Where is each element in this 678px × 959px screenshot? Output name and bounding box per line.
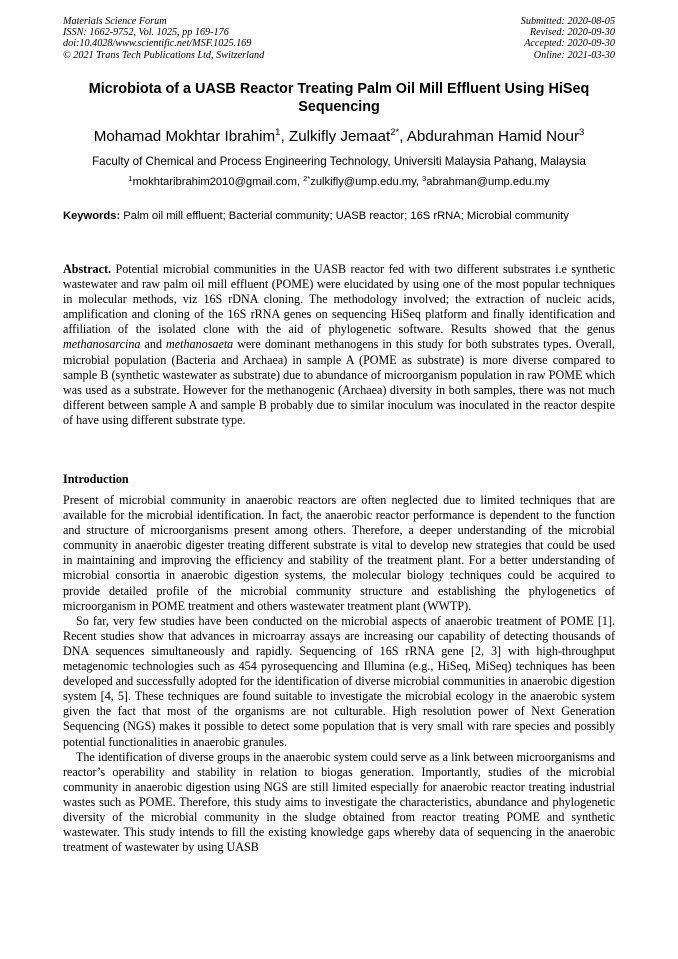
abstract bbox=[63, 262, 615, 428]
author-2-affil: 2* bbox=[390, 127, 400, 138]
date-revised: Revised: 2020-09-30 bbox=[529, 27, 615, 39]
paragraph: The identification of diverse groups in the anaerobic system could serve as a link between microorganisms and reactor’s operability and stability in relation to biogas generation. Importantly, studies of the microbial community in anaerobic digestion using NGS are still limited especially for anaerobic reactor treating industrial wastes such as POME. Therefore, this study aims to investigate the characteristics, abundance and phylogenetic diversity of the microbial community in the sludge obtained from reactor treating POME and synthetic wastewater. This study intends to fill the existing knowledge gaps whereby data of sequencing in the anaerobic treatment of wastewater by using UASB bbox=[63, 749, 615, 855]
journal-name: Materials Science Forum bbox=[63, 16, 167, 27]
author-list bbox=[40, 128, 638, 146]
genus-name: methanosaeta bbox=[166, 337, 234, 352]
journal-header-left bbox=[63, 16, 264, 61]
author-emails bbox=[40, 175, 638, 190]
email-3-marker: 3 bbox=[422, 174, 427, 183]
introduction-body bbox=[63, 493, 615, 855]
date-online: Online: 2021-03-30 bbox=[533, 49, 615, 61]
abstract-label: Abstract. bbox=[63, 262, 112, 276]
genus-name: methanosarcina bbox=[63, 337, 141, 352]
paragraph: So far, very few studies have been conducted on the microbial aspects of anaerobic treatment of POME [1]. Recent studies show that advances in microarray assays are increasing our capability of detecting thousands of DNA sequences simultaneously and rapidly. Sequencing of 16S rRNA gene [2, 3] with high-throughput metagenomic technologies such as 454 pyrosequencing and Illumina (e.g., HiSeq, MiSeq) techniques has been developed and successfully adopted for the identification of diverse microbial communities in anaerobic digestion system [4, 5]. These techniques are found suitable to investigate the microbial ecology in the anaerobic system given the fact that most of the organisms are not culturable. High resolution power of Next Generation Sequencing (NGS) makes it possible to detect some population that is very small with rare species and possibly potential functionalities in anaerobic granules. bbox=[63, 613, 615, 749]
keywords bbox=[63, 209, 615, 224]
date-accepted: Accepted: 2020-09-30 bbox=[524, 38, 615, 50]
journal-doi[interactable]: doi:10.4028/www.scientific.net/MSF.1025.169 bbox=[63, 38, 252, 50]
email-2[interactable]: zulkifly@ump.edu.my, bbox=[310, 176, 423, 188]
email-1[interactable]: mokhtaribrahim2010@gmail.com, bbox=[132, 176, 304, 188]
abstract-text: and bbox=[140, 337, 167, 352]
author-separator: , bbox=[280, 128, 289, 145]
date-submitted: Submitted: 2020-08-05 bbox=[520, 16, 615, 27]
keywords-label: Keywords: bbox=[63, 210, 121, 222]
author-2: Zulkifly Jemaat bbox=[288, 128, 391, 145]
abstract-text: were dominant methanogens in this study for both substrates types. Overall, microbial population (Bacteria and Archaea) in sample A (POME as substrate) is more diverse compared to sample B (synthetic wastewater as substrate) due to abundance of microorganism population in raw POME which was used as a substrate. However for the methanogenic (Archaea) diversity in both samples, there was not much different between sample A and sample B probably due to similar inoculum was inoculated in the reactor despite of have using different substrate type. bbox=[63, 337, 615, 427]
journal-header-right bbox=[521, 16, 615, 61]
keywords-text: Palm oil mill effluent; Bacterial community; UASB reactor; 16S rRNA; Microbial community bbox=[120, 210, 569, 222]
journal-copyright: © 2021 Trans Tech Publications Ltd, Switzerland bbox=[63, 49, 265, 61]
email-3[interactable]: abrahman@ump.edu.my bbox=[426, 176, 550, 188]
author-1: Mohamad Mokhtar Ibrahim bbox=[93, 128, 276, 145]
author-3: Abdurahman Hamid Nour bbox=[406, 128, 580, 145]
author-3-affil: 3 bbox=[579, 127, 585, 138]
abstract-text: Potential microbial communities in the UASB reactor fed with two different substrates i.e synthetic wastewater and raw palm oil mill effluent (POME) were elucidated by using one of the most popular techniques in molecular methods, viz 16S rDNA cloning. The methodology involved; the extraction of nucleic acids, amplification and cloning of the 16S rRNA genes on sequencing HiSeq platform and finally identification and affiliation of the isolated clone with the aid of phylogenetic software. Results showed that the genus bbox=[63, 262, 615, 337]
journal-issn: ISSN: 1662-9752, Vol. 1025, pp 169-176 bbox=[63, 27, 229, 39]
author-1-affil: 1 bbox=[275, 127, 281, 138]
paragraph: Present of microbial community in anaerobic reactors are often neglected due to limited techniques that are available for the microbial identification. In fact, the anaerobic reactor performance is dependent to the function and structure of microorganisms present among others. Therefore, a deeper understanding of the microbial community in anaerobic digester treating different substrate is vital to develop new strategies that could be used in maintaining and improving the efficiency and stability of the treatment plant. For a better understanding of microbial consortia in anaerobic digestion systems, the molecular biology techniques could be acquired to provide detailed profile of the microbial community structure and establishing the phylogenetics of microorganism in POME treatment and others wastewater treatment plant (WWTP). bbox=[63, 493, 615, 613]
paper-title: Microbiota of a UASB Reactor Treating Palm Oil Mill Effluent Using HiSeq Sequencing bbox=[88, 81, 590, 115]
email-1-marker: 1 bbox=[128, 174, 133, 183]
author-separator: , bbox=[399, 128, 407, 145]
email-2-marker: 2* bbox=[303, 174, 311, 183]
affiliation: Faculty of Chemical and Process Engineering Technology, Universiti Malaysia Pahang, Malaysia bbox=[92, 155, 586, 168]
section-heading-introduction: Introduction bbox=[63, 472, 129, 486]
